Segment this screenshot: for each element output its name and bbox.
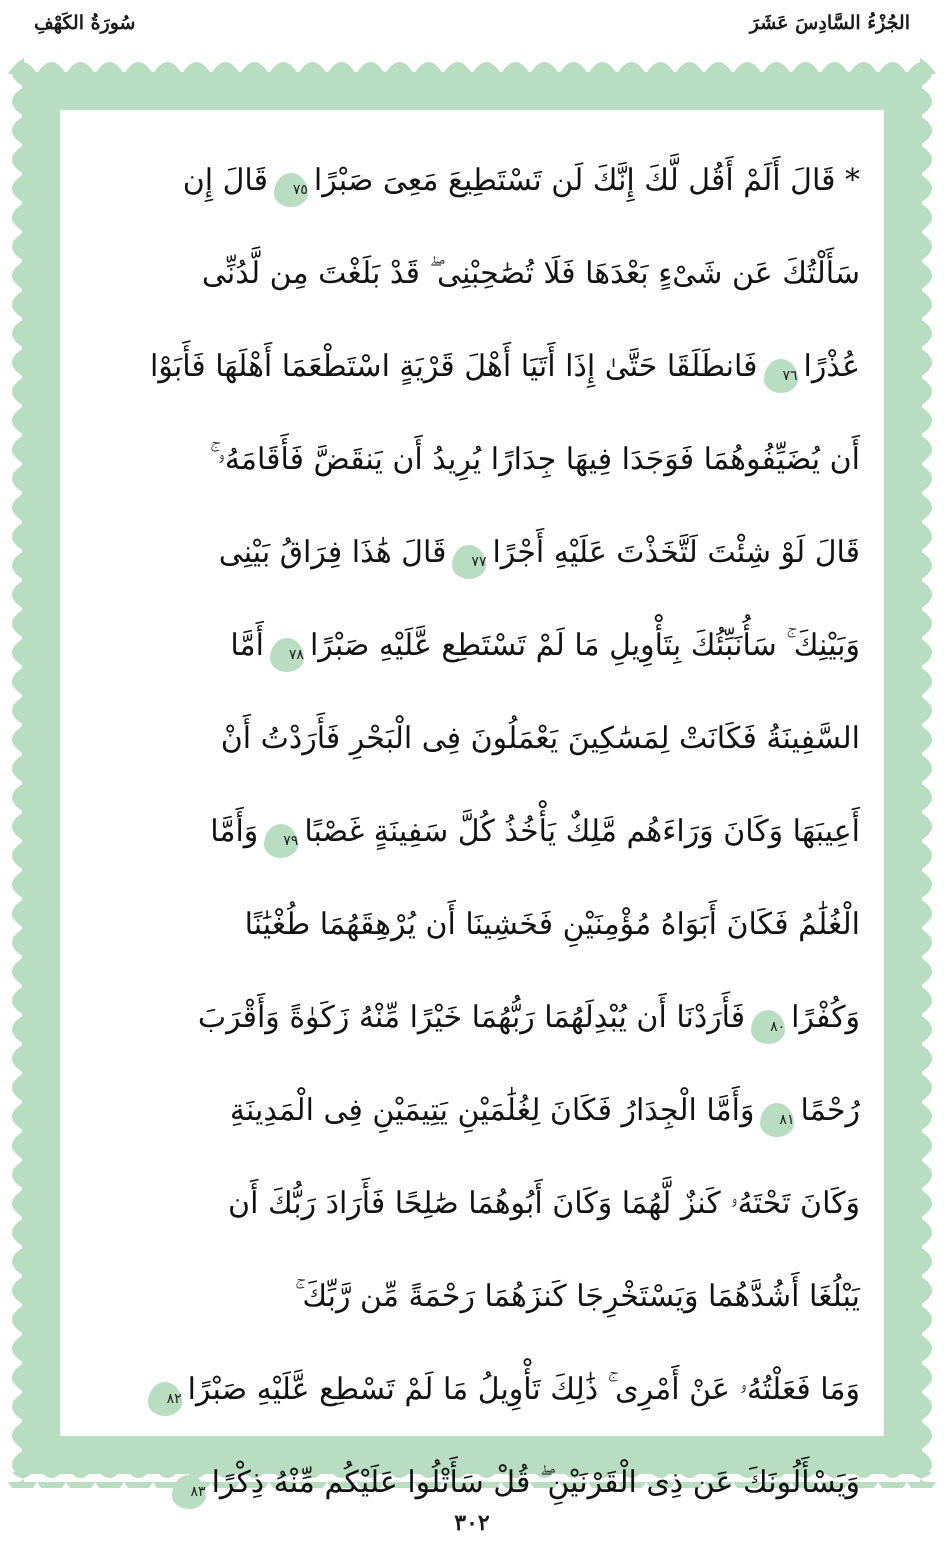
ayah-text: الْغُلَٰمُ فَكَانَ أَبَوَاهُ مُؤْمِنَيْنِ فَخَشِينَا أَن يُرْهِقَهُمَا طُغْيَٰنًا [244,907,860,942]
ayah-text: وَمَا فَعَلْتُهُۥ عَنْ أَمْرِى ۚ ذَٰلِكَ تَأْوِيلُ مَا لَمْ تَسْطِع عَّلَيْهِ صَبْرًا [187,1372,860,1407]
ayah-text-continuation: وَأَمَّا [210,814,259,849]
ayah-number-marker: ٨٣ [172,1475,206,1509]
ayah-text: أَعِيبَهَا وَكَانَ وَرَاءَهُم مَّلِكٌ يَأْخُذُ كُلَّ سَفِينَةٍ غَصْبًا [304,814,860,849]
ayah-number-marker: ٨١ [760,1103,794,1137]
ayah-line [84,599,860,692]
ayah-text: عُذْرًا [803,349,860,384]
ayah-text: وَكَانَ تَحْتَهُۥ كَنزٌ لَّهُمَا وَكَانَ أَبُوهُمَا صَٰلِحًا فَأَرَادَ رَبُّكَ أَن [228,1186,860,1221]
ayah-line [84,320,860,413]
surah-label: سُورَةُ الكَهْفِ [34,12,136,34]
ayah-text: قَالَ لَوْ شِئْتَ لَتَّخَذْتَ عَلَيْهِ أَجْرًا [492,535,860,570]
ayah-line [84,692,860,785]
ayah-number-marker: ٧٧ [452,545,486,579]
ayah-text-continuation: قَالَ هَٰذَا فِرَاقُ بَيْنِى [218,535,447,570]
ayah-text: وَبَيْنِكَ ۚ سَأُنَبِّئُكَ بِتَأْوِيلِ مَا لَمْ تَسْتَطِع عَّلَيْهِ صَبْرًا [309,628,860,663]
ayah-number-marker: ٨٠ [751,1010,785,1044]
page-header [0,12,944,52]
ayah-line [84,1343,860,1436]
ayah-text: * قَالَ أَلَمْ أَقُل لَّكَ إِنَّكَ لَن تَسْتَطِيعَ مَعِىَ صَبْرًا [313,163,860,198]
quran-text-body [70,116,874,1500]
juz-label: الجُزْءُ السَّادِسَ عَشَرَ [749,12,910,34]
ayah-text-continuation: فَانطَلَقَا حَتَّىٰ إِذَا أَتَيَا أَهْلَ قَرْيَةٍ اسْتَطْعَمَا أَهْلَهَا فَأَبَوْا [150,349,758,384]
ayah-text: وَكُفْرًا [791,1000,860,1035]
ayah-text: يَبْلُغَا أَشُدَّهُمَا وَيَسْتَخْرِجَا كَنزَهُمَا رَحْمَةً مِّن رَّبِّكَ ۚ [294,1279,860,1314]
ayah-number-marker: ٧٨ [270,638,304,672]
ayah-line [84,785,860,878]
ayah-number-marker: ٧٩ [264,824,298,858]
ayah-text-continuation: أَمَّا [230,628,264,663]
ayah-line [84,878,860,971]
ayah-text: وَيَسْأَلُونَكَ عَن ذِى الْقَرْنَيْنِ ۖ قُلْ سَأَتْلُوا عَلَيْكُم مِّنْهُ ذِكْرًا [211,1465,860,1500]
ayah-line [84,413,860,506]
ayah-number-marker: ٧٦ [764,359,798,393]
ayah-text-continuation: قَالَ إِن [182,163,268,198]
ayah-line [84,134,860,227]
ayah-line [84,1064,860,1157]
ayah-text: السَّفِينَةُ فَكَانَتْ لِمَسَٰكِينَ يَعْمَلُونَ فِى الْبَحْرِ فَأَرَدْتُ أَنْ [220,721,860,756]
ayah-line [84,227,860,320]
ayah-line [84,971,860,1064]
ayah-text: سَأَلْتُكَ عَن شَىْءٍ بَعْدَهَا فَلَا تُصَٰحِبْنِى ۖ قَدْ بَلَغْتَ مِن لَّدُنِّى [201,256,860,291]
ayah-text: رُحْمًا [800,1093,860,1128]
ayah-number-marker: ٧٥ [274,173,308,207]
ayah-text: أَن يُضَيِّفُوهُمَا فَوَجَدَا فِيهَا جِدَارًا يُرِيدُ أَن يَنقَضَّ فَأَقَامَهُۥ ۚ [209,442,860,477]
ayah-text-continuation: وَأَمَّا الْجِدَارُ فَكَانَ لِغُلَٰمَيْنِ يَتِيمَيْنِ فِى الْمَدِينَةِ [229,1093,755,1128]
ayah-number-marker: ٨٢ [148,1382,182,1416]
page-number: ٣٠٢ [454,1510,490,1536]
ayah-line [84,1157,860,1250]
ayah-text-continuation: فَأَرَدْنَا أَن يُبْدِلَهُمَا رَبُّهُمَا خَيْرًا مِّنْهُ زَكَوٰةً وَأَقْرَبَ [197,1000,746,1035]
ayah-line [84,506,860,599]
ayah-line [84,1250,860,1343]
